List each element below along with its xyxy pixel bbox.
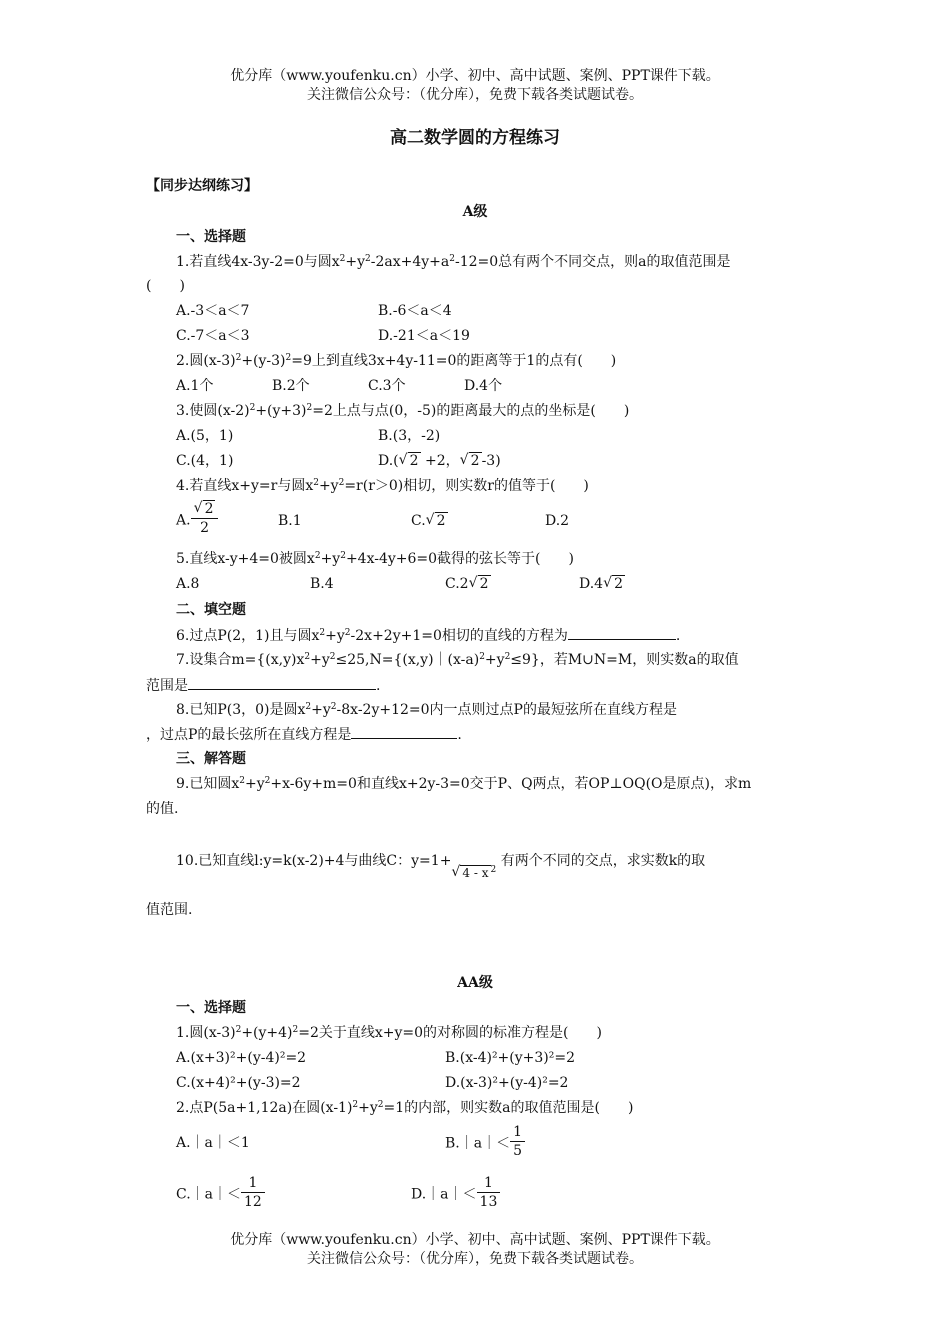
option-b: B.2个: [272, 378, 310, 394]
question-7-cont: 范围是 .: [146, 675, 380, 696]
fraction: $\frac{1}{5}$: [510, 1123, 525, 1160]
option-a: A. √ $\frac{2}{2}$: [176, 502, 218, 539]
question-1-paren: ( ): [146, 278, 185, 294]
option-d: D.(√ 2 +2，√ 2 -3): [378, 451, 501, 471]
question-3: 3.使圆$(x-2)^2+(y+3)^2=2$上点与点(0，-5)的距离最大的点的坐标是( ): [176, 403, 630, 419]
header-line-2: 关注微信公众号：（优分库），免费下载各类试题试卷。: [307, 87, 643, 103]
sqrt-symbol: √ 2: [399, 451, 421, 471]
header-line-1: 优分库（www.youfenku.cn）小学、初中、高中试题、案例、PPT课件下载。: [230, 68, 720, 84]
answer-blank[interactable]: [188, 675, 376, 690]
option-d: D.4个: [464, 378, 503, 394]
question-9: 9.已知圆$x^2+y^2+x-6y+m=0$和直线x+2y-3=0交于P、Q两点，若OP⊥OQ(O是原点)，求m: [176, 776, 752, 792]
option-c: C.2√ 2: [445, 574, 491, 594]
question-5: 5.直线x-y+4=0被圆$x^2+y^2+4x-4y+6=0$截得的弦长等于( ): [176, 551, 574, 567]
level-a-label: A级: [462, 204, 488, 220]
question-4: 4.若直线x+y=r与圆$x^2+y^2=r(r>0)$相切，则实数r的值等于( ): [176, 478, 589, 494]
option-d: D.(x-3)²+(y-4)²=2: [445, 1075, 569, 1091]
part-choice-heading: 一、选择题: [176, 1000, 246, 1016]
option-b: B.4: [310, 576, 334, 592]
fraction: √ $\frac{2}{2}$: [191, 500, 219, 537]
question-2: 2.圆$(x-3)^2+(y-3)^2=9$上到直线3x+4y-11=0的距离等于1的点有( ): [176, 353, 617, 369]
question-9-cont: 的值.: [146, 801, 179, 817]
option-c: C.(x+4)²+(y-3)=2: [176, 1075, 301, 1091]
part-choice-heading: 一、选择题: [176, 229, 246, 245]
option-a: A.-3＜a＜7: [176, 303, 250, 319]
page-title: 高二数学圆的方程练习: [390, 128, 560, 148]
option-c: C.3个: [368, 378, 406, 394]
part-answer-heading: 三、解答题: [176, 751, 246, 767]
option-c: C.√ 2: [411, 511, 448, 531]
level-aa-label: AA级: [457, 975, 493, 991]
option-b: B.(x-4)²+(y+3)²=2: [445, 1050, 576, 1066]
footer-line-2: 关注微信公众号：（优分库），免费下载各类试题试卷。: [307, 1251, 643, 1267]
part-fill-heading: 二、填空题: [176, 602, 246, 618]
question-aa-2: 2.点P(5a+1,12a)在圆$(x-1)^2+y^2=1$的内部，则实数a的取值范围是( ): [176, 1100, 634, 1116]
option-a: A.(x+3)²+(y-4)²=2: [176, 1050, 307, 1066]
option-d: D.4√ 2: [579, 574, 625, 594]
question-7: 7.设集合$m=\{(x,y)x^2+y^2\le 25,N=\{(x,y)|(x-a)^2+y^2\le 9\}$，若M∪N=M，则实数a的取值: [176, 652, 739, 668]
footer-line-1: 优分库（www.youfenku.cn）小学、初中、高中试题、案例、PPT课件下载。: [230, 1232, 720, 1248]
question-6: 6.过点P(2，1)且与圆$x^2+y^2-2x+2y+1=0$相切的直线的方程为 .: [176, 625, 680, 646]
question-10-cont: 值范围.: [146, 902, 193, 918]
fraction: $\frac{1}{12}$: [241, 1174, 265, 1211]
answer-blank[interactable]: [568, 625, 676, 640]
option-c: C.｜a｜＜ $\frac{1}{12}$: [176, 1176, 265, 1213]
sqrt-symbol: √ 4 - x $^2$: [451, 863, 496, 883]
option-a: A.1个: [176, 378, 214, 394]
option-b: B.(3，-2): [378, 428, 441, 444]
option-b: B.｜a｜＜ $\frac{1}{5}$: [445, 1125, 525, 1162]
answer-blank[interactable]: [351, 724, 457, 739]
question-aa-1: 1.圆$(x-3)^2+(y+4)^2=2$关于直线x+y=0的对称圆的标准方程是( ): [176, 1025, 602, 1041]
option-c: C.-7＜a＜3: [176, 328, 250, 344]
option-a: A.8: [176, 576, 200, 592]
question-1: 1.若直线4x-3y-2=0与圆$x^2+y^2-2ax+4y+a^2-12=0$总有两个不同交点，则a的取值范围是: [176, 254, 731, 270]
fraction: $\frac{1}{13}$: [477, 1174, 501, 1211]
question-8-cont: ，过点P的最长弦所在直线方程是 .: [146, 724, 462, 745]
option-d: D.2: [545, 513, 570, 529]
option-a: A.(5，1): [176, 428, 234, 444]
option-d: D.｜a｜＜ $\frac{1}{13}$: [411, 1176, 500, 1213]
sqrt-symbol: √ 2: [460, 451, 482, 471]
section-heading: 【同步达纲练习】: [146, 178, 258, 194]
option-b: B.-6＜a＜4: [378, 303, 452, 319]
option-d: D.-21＜a＜19: [378, 328, 470, 344]
question-8: 8.已知P(3，0)是圆$x^2+y^2-8x-2y+12=0$内一点则过点P的最短弦所在直线方程是: [176, 702, 677, 718]
option-b: B.1: [278, 513, 302, 529]
question-10: 10.已知直线l:y=k(x-2)+4与曲线C：y=1+√ 4 - x $^2$ 有两个不同的交点，求实数k的取: [176, 851, 705, 871]
option-c: C.(4，1): [176, 453, 234, 469]
option-a: A.｜a｜＜1: [176, 1135, 250, 1151]
